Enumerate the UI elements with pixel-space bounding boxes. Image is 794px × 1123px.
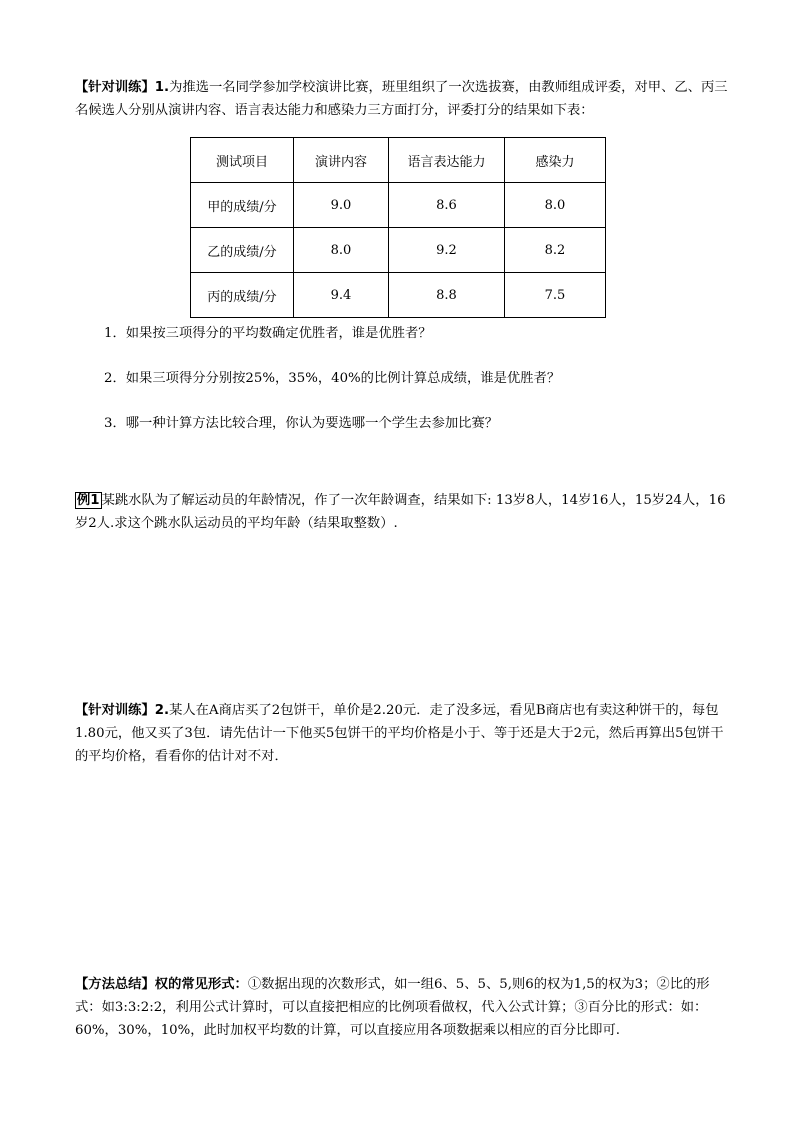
table-cell: 9.4: [294, 273, 389, 318]
exercise-2: [75, 699, 735, 768]
table-header-cell: 测试项目: [191, 138, 294, 183]
question-3: 3．哪一种计算方法比较合理，你认为要选哪一个学生去参加比赛？: [104, 416, 499, 431]
table-row: [191, 183, 606, 228]
table-cell: 9.2: [389, 228, 505, 273]
exercise-2-tag: 【针对训练】: [75, 703, 155, 718]
summary-tag: 【方法总结】: [75, 977, 155, 992]
table-row: [191, 273, 606, 318]
exercise-1: [75, 76, 735, 122]
example-1: [75, 489, 735, 535]
exercise-1-text: 为推选一名同学参加学校演讲比赛，班里组织了一次选拔赛，由教师组成评委，对甲、乙、丙三名候选人分别从演讲内容、语言表达能力和感染力三方面打分，评委打分的结果如下表：: [75, 80, 728, 118]
table-cell: 8.8: [389, 273, 505, 318]
example-1-tag: 例1: [77, 493, 100, 508]
score-table: [190, 137, 606, 318]
table-cell: 7.5: [505, 273, 606, 318]
exercise-1-tag: 【针对训练】: [75, 80, 155, 95]
question-2: 2．如果三项得分分别按25%，35%，40%的比例计算总成绩，谁是优胜者？: [104, 371, 561, 386]
table-cell: 乙的成绩/分: [191, 228, 294, 273]
table-header-cell: 语言表达能力: [389, 138, 505, 183]
table-header-cell: 感染力: [505, 138, 606, 183]
question-1: 1．如果按三项得分的平均数确定优胜者，谁是优胜者？: [104, 326, 432, 341]
table-cell: 丙的成绩/分: [191, 273, 294, 318]
exercise-2-text: 某人在A商店买了2包饼干，单价是2.20元．走了没多远，看见B商店也有卖这种饼干的，每包1.80元，他又买了3包．请先估计一下他买5包饼干的平均价格是小于、等于还是大于2元，然后再算出5包饼干的平均价格，看看你的估计对不对．: [75, 703, 724, 764]
table-header-row: [191, 138, 606, 183]
method-summary: [75, 973, 735, 1042]
exercise-1-number: 1.: [154, 80, 170, 95]
table-cell: 8.0: [505, 183, 606, 228]
table-row: [191, 228, 606, 273]
table-cell: 8.0: [294, 228, 389, 273]
table-cell: 8.6: [389, 183, 505, 228]
table-cell: 8.2: [505, 228, 606, 273]
table-cell: 9.0: [294, 183, 389, 228]
summary-title: 权的常见形式：: [154, 977, 248, 992]
example-1-text: 某跳水队为了解运动员的年龄情况，作了一次年龄调查，结果如下: 13岁8人，14岁16人，15岁24人，16岁2人.求这个跳水队运动员的平均年龄（结果取整数）.: [75, 493, 726, 531]
table-header-cell: 演讲内容: [294, 138, 389, 183]
exercise-2-number: 2.: [154, 703, 170, 718]
summary-text: ①数据出现的次数形式，如一组6、5、5、5,则6的权为1,5的权为3；②比的形式：如3:3:2:2，利用公式计算时，可以直接把相应的比例项看做权，代入公式计算；③百分比的形式：如：60%，30%，10%，此时加权平均数的计算，可以直接应用各项数据乘以相应的百分比即可.: [75, 977, 710, 1038]
table-cell: 甲的成绩/分: [191, 183, 294, 228]
